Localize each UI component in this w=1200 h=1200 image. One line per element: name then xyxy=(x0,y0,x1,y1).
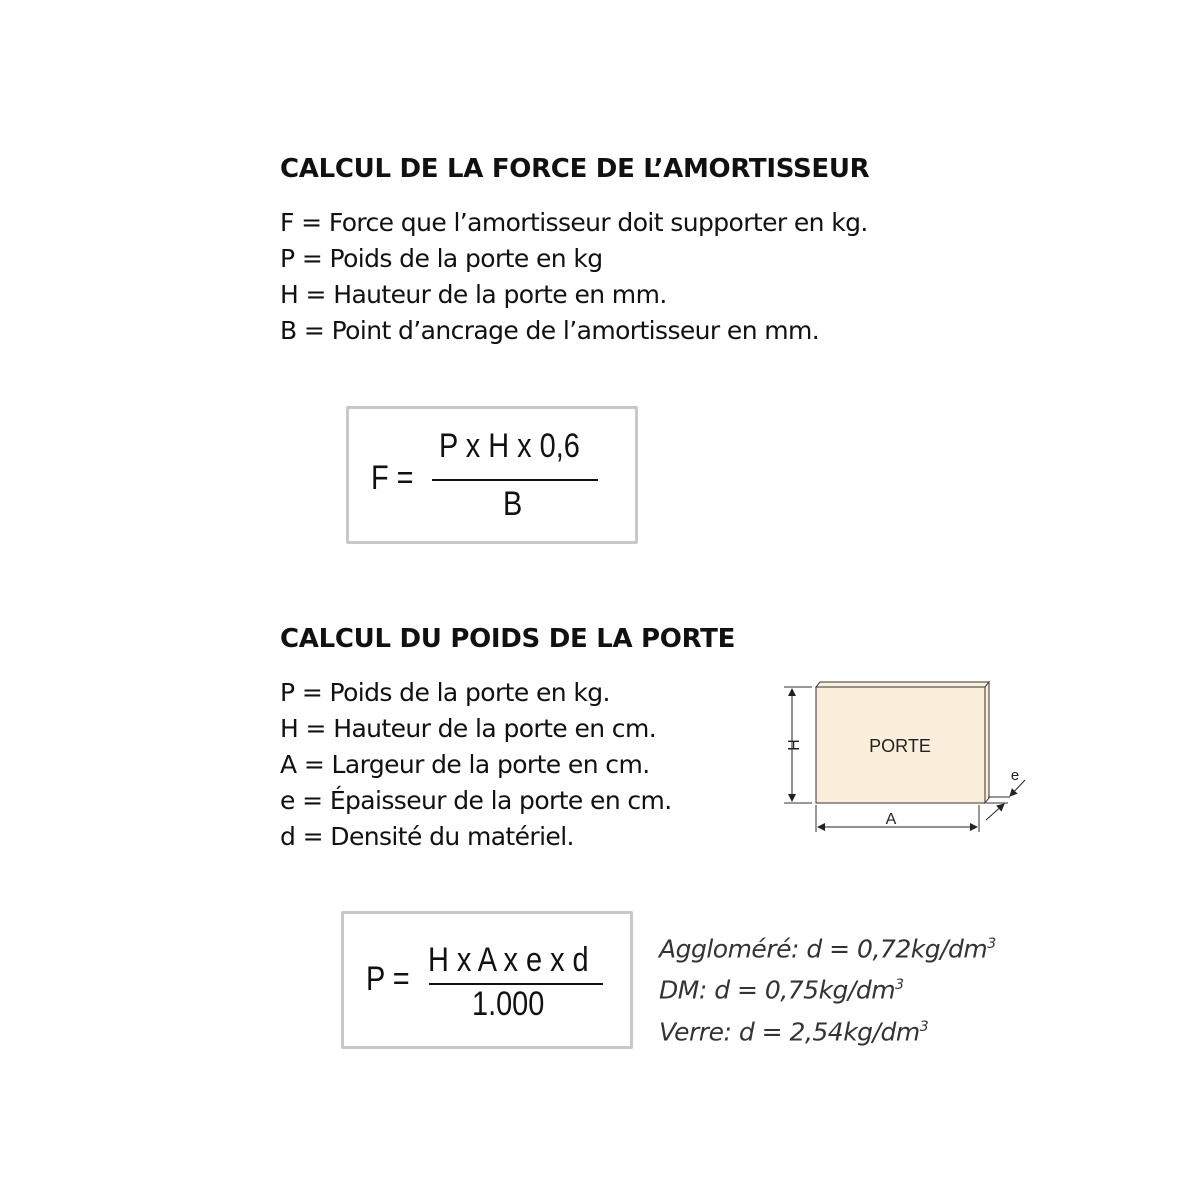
weight-definitions xyxy=(280,675,672,855)
density-line xyxy=(659,967,996,1008)
force-definitions xyxy=(280,205,868,349)
height-label: H xyxy=(784,739,801,751)
formula-lhs: F = xyxy=(371,459,414,497)
density-exponent: 3 xyxy=(895,977,904,994)
definition-line: H = Hauteur de la porte en cm. xyxy=(280,714,657,743)
formula-numerator: H x A x e x d xyxy=(428,941,589,979)
fraction-bar xyxy=(432,479,598,481)
formula-denominator: B xyxy=(503,485,523,523)
density-text: Verre: d = 2,54kg/dm xyxy=(659,1016,920,1046)
thickness-label: e xyxy=(1010,767,1020,784)
section-title-weight: CALCUL DU POIDS DE LA PORTE xyxy=(280,624,736,654)
thickness-arrow-bottom xyxy=(986,804,1004,820)
density-exponent: 3 xyxy=(919,1018,929,1035)
material-densities xyxy=(659,926,996,1050)
door-top-edge xyxy=(816,682,989,687)
door-side-edge xyxy=(985,682,989,803)
formula-denominator: 1.000 xyxy=(472,985,545,1023)
definition-line: P = Poids de la porte en kg. xyxy=(280,678,610,707)
definition-line: A = Largeur de la porte en cm. xyxy=(280,750,650,779)
formula-numerator: P x H x 0,6 xyxy=(439,427,580,465)
definition-line: P = Poids de la porte en kg xyxy=(280,244,603,273)
density-line xyxy=(659,1009,996,1050)
definition-line: e = Épaisseur de la porte en cm. xyxy=(280,786,672,815)
door-diagram xyxy=(760,670,1040,840)
density-line xyxy=(659,926,996,967)
definition-line: B = Point d’ancrage de l’amortisseur en mm. xyxy=(280,316,820,345)
force-formula-box xyxy=(346,406,638,544)
width-label: A xyxy=(885,811,897,828)
formula-lhs: P = xyxy=(366,960,410,998)
definition-line: F = Force que l’amortisseur doit supporter en kg. xyxy=(280,208,868,237)
density-exponent: 3 xyxy=(987,936,996,952)
definition-line: H = Hauteur de la porte en mm. xyxy=(280,280,667,309)
density-text: DM: d = 0,75kg/dm xyxy=(659,975,896,1005)
section-title-force: CALCUL DE LA FORCE DE L’AMORTISSEUR xyxy=(280,154,870,184)
definition-line: d = Densité du matériel. xyxy=(280,822,574,851)
door-label: PORTE xyxy=(869,736,931,756)
weight-formula-box xyxy=(341,911,633,1049)
density-text: Aggloméré: d = 0,72kg/dm xyxy=(659,934,988,964)
